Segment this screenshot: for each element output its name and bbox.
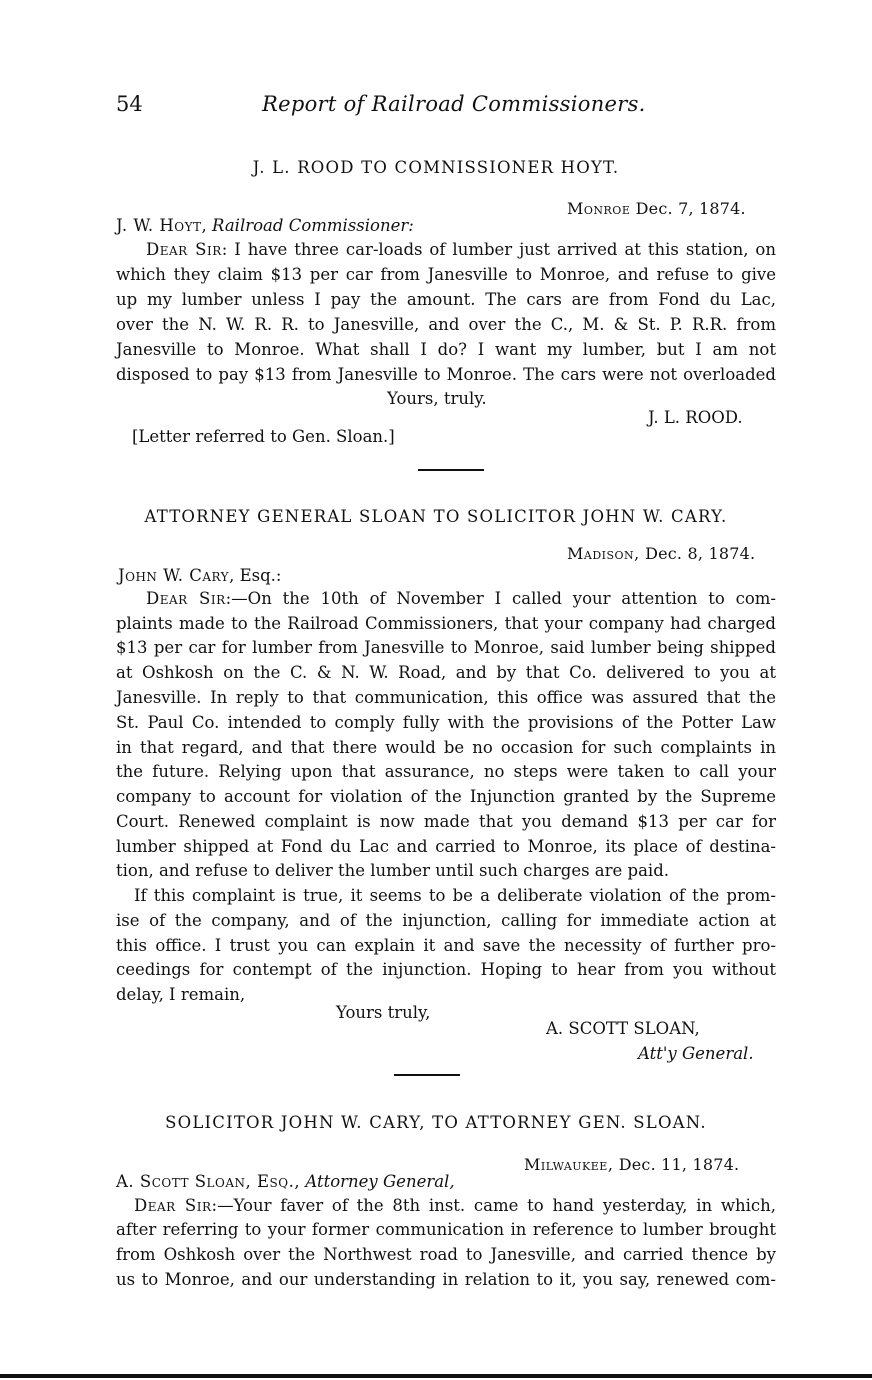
- section-divider-2: [394, 1074, 460, 1076]
- letter3-line-3: us to Monroe, and our understanding in relation to it, you say, renewed com-: [116, 1270, 776, 1289]
- letter2-line-11: tion, and refuse to deliver the lumber until such charges are paid.: [116, 861, 670, 880]
- letter3-addressee-name: A. Scott Sloan, Esq.,: [116, 1172, 301, 1191]
- letter2-line-7: the future. Relying upon that assurance, no steps were taken to call your: [116, 762, 776, 781]
- letter1-line-2: up my lumber unless I pay the amount. The cars are from Fond du Lac,: [116, 290, 776, 309]
- letter2-dateline: [567, 544, 755, 563]
- letter2-addressee-name: John W. Cary: [118, 566, 230, 585]
- letter2-heading: ATTORNEY GENERAL SLOAN TO SOLICITOR JOHN W. CARY.: [144, 507, 728, 526]
- letter1-heading: J. L. ROOD TO COMNISSIONER HOYT.: [252, 158, 620, 177]
- letter2-place: Madison,: [567, 544, 640, 563]
- letter2-line-10: lumber shipped at Fond du Lac and carried to Monroe, its place of destina-: [116, 837, 776, 856]
- letter1-place: Monroe: [567, 199, 631, 218]
- letter2-line-9: Court. Renewed complaint is now made that you demand $13 per car for: [116, 812, 776, 831]
- letter1-line-4: Janesville to Monroe. What shall I do? I want my lumber, but I am not: [116, 340, 776, 359]
- letter2-line-2: $13 per car for lumber from Janesville to Monroe, said lumber being shipped: [116, 638, 776, 657]
- letter2-signature-title: Att'y General.: [638, 1044, 754, 1063]
- letter1-line-0: Dear Sir: I have three car-loads of lumber just arrived at this station, on: [146, 240, 776, 259]
- letter3-place: Milwaukee,: [524, 1155, 614, 1174]
- letter2-p2-line-1: ise of the company, and of the injunction, calling for immediate action at: [116, 911, 776, 930]
- letter3-date: Dec. 11, 1874.: [618, 1155, 740, 1174]
- letter2-line-1: plaints made to the Railroad Commissioners, that your company had charged: [116, 614, 776, 633]
- letter2-salutation: Dear Sir: [146, 589, 226, 608]
- letter1-signature: J. L. ROOD.: [648, 408, 743, 427]
- letter1-addressee: J. W. Hoyt, Railroad Commissioner:: [116, 216, 414, 235]
- letter1-addressee-name: J. W. Hoyt: [116, 216, 202, 235]
- letter1-line-1: which they claim $13 per car from Janesville to Monroe, and refuse to give: [116, 265, 776, 284]
- letter2-date: Dec. 8, 1874.: [645, 544, 756, 563]
- letter3-line-0: Dear Sir:—Your faver of the 8th inst. came to hand yesterday, in which,: [134, 1196, 776, 1215]
- letter1-addressee-title: Railroad Commissioner:: [212, 216, 414, 235]
- page-bottom-edge: [0, 1374, 872, 1378]
- letter2-line-5: St. Paul Co. intended to comply fully with the provisions of the Potter Law: [116, 713, 776, 732]
- letter2-p2-line-2: this office. I trust you can explain it and save the necessity of further pro-: [116, 936, 776, 955]
- letter3-line-2: from Oshkosh over the Northwest road to Janesville, and carried thence by: [116, 1245, 776, 1264]
- running-title: Report of Railroad Commissioners.: [262, 92, 646, 116]
- letter3-addressee-title: Attorney General,: [305, 1172, 455, 1191]
- letter2-line-6: in that regard, and that there would be no occasion for such complaints in: [116, 738, 776, 757]
- letter1-line-3: over the N. W. R. R. to Janesville, and over the C., M. & St. P. R.R. from: [116, 315, 776, 334]
- letter1-date: Dec. 7, 1874.: [635, 199, 746, 218]
- letter2-addressee-suffix: Esq.:: [239, 566, 282, 585]
- letter2-line-8: company to account for violation of the Injunction granted by the Supreme: [116, 787, 776, 806]
- letter3-heading: SOLICITOR JOHN W. CARY, TO ATTORNEY GEN. SLOAN.: [165, 1113, 707, 1132]
- letter1-note: [Letter referred to Gen. Sloan.]: [132, 427, 395, 446]
- letter2-closing: Yours truly,: [336, 1003, 431, 1022]
- letter2-p2-line-4: delay, I remain,: [116, 985, 246, 1004]
- letter2-signature: A. SCOTT SLOAN,: [546, 1019, 700, 1038]
- letter3-dateline: [524, 1155, 739, 1174]
- letter1-closing: Yours, truly.: [387, 389, 487, 408]
- page-number: 54: [116, 92, 143, 116]
- letter3-line-1: after referring to your former communication in reference to lumber brought: [116, 1220, 776, 1239]
- letter1-line-5: disposed to pay $13 from Janesville to Monroe. The cars were not overloaded: [116, 365, 776, 384]
- letter3-salutation: Dear Sir: [134, 1196, 212, 1215]
- letter1-salutation: Dear Sir: [146, 240, 222, 259]
- letter2-p2-line-3: ceedings for contempt of the injunction. Hoping to hear from you without: [116, 960, 776, 979]
- letter3-addressee: [116, 1172, 455, 1191]
- letter2-p2-line-0: If this complaint is true, it seems to be a deliberate violation of the prom-: [134, 886, 776, 905]
- letter2-addressee: John W. Cary, Esq.:: [118, 566, 282, 585]
- letter2-line-0: Dear Sir:—On the 10th of November I called your attention to com-: [146, 589, 776, 608]
- section-divider: [418, 469, 484, 471]
- letter2-line-4: Janesville. In reply to that communication, this office was assured that the: [116, 688, 776, 707]
- letter2-line-3: at Oshkosh on the C. & N. W. Road, and by that Co. delivered to you at: [116, 663, 776, 682]
